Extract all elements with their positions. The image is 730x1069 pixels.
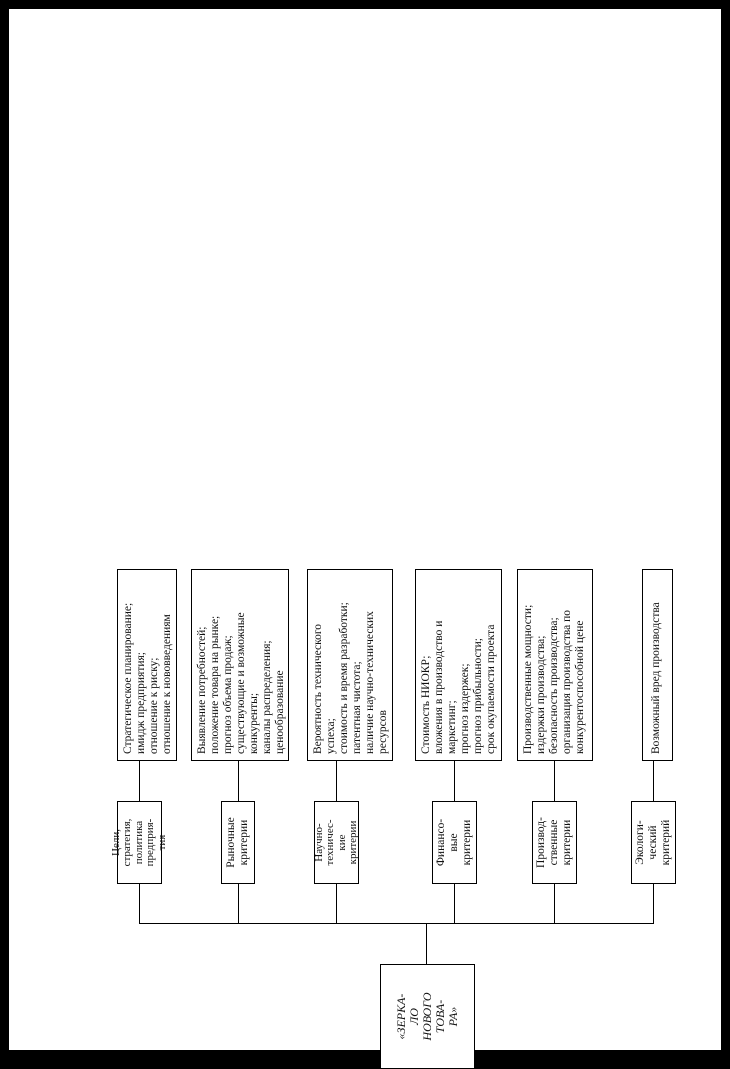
branch-line-3	[336, 884, 337, 924]
diagram-area	[109, 569, 717, 1041]
details-financial: Стоимость НИОКР; вложения в производство и маркетинг; прогноз издержек; прогноз прибыльности; срок окупаемости проекта	[415, 569, 502, 761]
details-production: Производственные мощности; издержки производства; безопасность производства; организация производства по конкурентоспособной цене	[517, 569, 593, 761]
root-connector	[426, 924, 427, 964]
root-box-new-product-mirror: «ЗЕРКА- ЛО НОВОГО ТОВА- РА»	[380, 964, 475, 1069]
new-product-mirror-diagram	[109, 569, 717, 1069]
detail-line-1	[139, 761, 140, 801]
detail-line-4	[454, 761, 455, 801]
details-scientific-technical: Вероятность технического успеха; стоимость и время разработки; патентная чистота; наличие научно-технических ресурсов	[307, 569, 393, 761]
criterion-scientific-technical: Научно- техничес- кие критерии	[314, 801, 359, 884]
detail-line-2	[238, 761, 239, 801]
detail-line-6	[653, 761, 654, 801]
vertical-spine	[139, 923, 653, 924]
criterion-production: Производ- ственные критерии	[532, 801, 577, 884]
detail-line-5	[554, 761, 555, 801]
details-market: Выявление потребностей; положение товара на рынке; прогноз объема продаж; существующие и возможные конкуренты; каналы распределения; ценообразование	[191, 569, 289, 761]
details-ecological: Возможный вред производства	[642, 569, 673, 761]
branch-line-2	[238, 884, 239, 924]
detail-line-3	[336, 761, 337, 801]
branch-line-6	[653, 884, 654, 924]
details-goals-strategy: Стратегическое планирование; имидж предприятия; отношение к риску; отношение к нововведениям	[117, 569, 177, 761]
criterion-market: Рыночные критерии	[221, 801, 255, 884]
criterion-ecological: Экологи- ческий критерий	[631, 801, 676, 884]
branch-line-5	[554, 884, 555, 924]
branch-line-4	[454, 884, 455, 924]
branch-line-1	[139, 884, 140, 924]
page	[9, 9, 721, 1050]
criterion-financial: Финансо- вые критерии	[432, 801, 477, 884]
criterion-goals-strategy: Цели, стратегия, политика предприя- тия	[117, 801, 162, 884]
